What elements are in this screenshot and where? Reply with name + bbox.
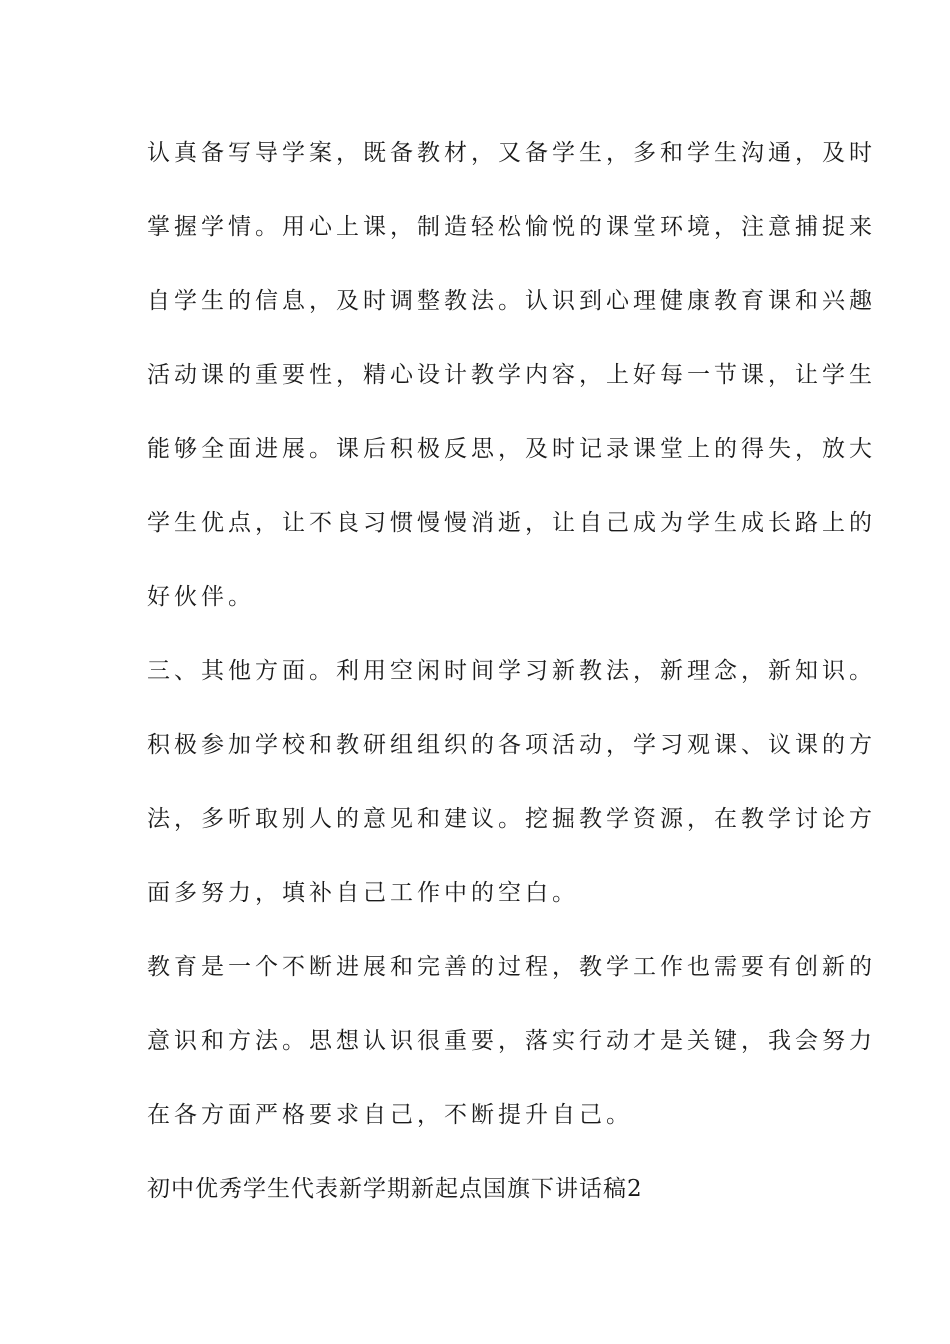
text-line: 认真备写导学案，既备教材，又备学生，多和学生沟通，及时 xyxy=(147,140,876,166)
text-line: 积极参加学校和教研组组织的各项活动，学习观课、议课的方 xyxy=(147,732,876,758)
paragraph-conclusion xyxy=(147,944,876,1166)
section-heading: 初中优秀学生代表新学期新起点国旗下讲话稿2 xyxy=(147,1176,643,1202)
text-line: 掌握学情。用心上课，制造轻松愉悦的课堂环境，注意捕捉来 xyxy=(147,214,876,240)
paragraph-teaching-prep xyxy=(147,130,876,648)
paragraph-other-aspects xyxy=(147,648,876,944)
text-line: 法，多听取别人的意见和建议。挖掘教学资源，在教学讨论方 xyxy=(147,806,876,832)
document-body xyxy=(147,130,876,1240)
text-line: 好伙伴。 xyxy=(147,584,255,610)
text-line: 三、其他方面。利用空闲时间学习新教法，新理念，新知识。 xyxy=(147,658,876,684)
text-line: 活动课的重要性，精心设计教学内容，上好每一节课，让学生 xyxy=(147,362,876,388)
text-line: 自学生的信息，及时调整教法。认识到心理健康教育课和兴趣 xyxy=(147,288,876,314)
text-line: 在各方面严格要求自己，不断提升自己。 xyxy=(147,1102,633,1128)
text-line: 意识和方法。思想认识很重要，落实行动才是关键，我会努力 xyxy=(147,1028,876,1054)
text-line: 学生优点，让不良习惯慢慢消逝，让自己成为学生成长路上的 xyxy=(147,510,876,536)
text-line: 面多努力，填补自己工作中的空白。 xyxy=(147,880,579,906)
text-line: 能够全面进展。课后积极反思，及时记录课堂上的得失，放大 xyxy=(147,436,876,462)
text-line: 教育是一个不断进展和完善的过程，教学工作也需要有创新的 xyxy=(147,954,876,980)
